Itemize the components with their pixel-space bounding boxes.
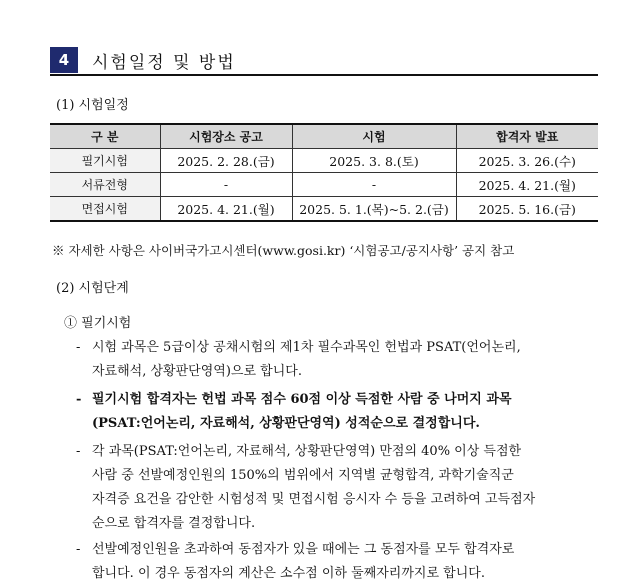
list-item-line: 사람 중 선발예정인원의 150%의 범위에서 지역별 균형합격, 과학기술직군 [92,468,514,483]
list-item-line: 합니다. 이 경우 동점자의 계산은 소수점 이하 둘째자리까지로 합니다. [92,566,485,581]
table-header-row [50,124,598,149]
dash-marker: - [76,392,82,407]
schedule-table [50,123,598,222]
table-cell: - [292,173,456,197]
list-item-line: 자격증 요건을 감안한 시험성적 및 면접시험 응시자 수 등을 고려하여 고득점자 [92,492,536,507]
dash-marker: - [76,444,81,459]
list-item-line: 선발예정인원을 초과하여 동점자가 있을 때에는 그 동점자를 모두 합격자로 [92,542,515,557]
col-header-result: 합격자 발표 [456,124,598,149]
header-divider [50,74,598,76]
table-cell: 2025. 3. 8.(토) [292,149,456,173]
table-cell: 2025. 5. 16.(금) [456,197,598,222]
written-exam-heading: ① 필기시험 [64,316,132,331]
list-item-line: 시험 과목은 5급이상 공채시험의 제1차 필수과목인 헌법과 PSAT(언어논리, [92,340,521,355]
table-cell: - [160,173,292,197]
schedule-heading: (1) 시험일정 [56,98,129,113]
list-item-line: 각 과목(PSAT:언어논리, 자료해석, 상황판단영역) 만점의 40% 이상 득점한 [92,444,522,459]
table-cell: 2025. 5. 1.(목)~5. 2.(금) [292,197,456,222]
list-item [76,440,535,536]
list-item-line: 필기시험 합격자는 헌법 과목 점수 60점 이상 득점한 사람 중 나머지 과목 [92,392,512,407]
list-item [76,336,521,384]
table-cell: 2025. 3. 26.(수) [456,149,598,173]
table-cell: 2025. 2. 28.(금) [160,149,292,173]
section-header [50,44,598,76]
row-label: 면접시험 [50,197,160,222]
table-row [50,197,598,222]
row-label: 서류전형 [50,173,160,197]
list-item-line: 자료해석, 상황판단영역)으로 합니다. [92,364,302,379]
col-header-venue-notice: 시험장소 공고 [160,124,292,149]
table-cell: 2025. 4. 21.(월) [456,173,598,197]
col-header-category: 구 분 [50,124,160,149]
table-cell: 2025. 4. 21.(월) [160,197,292,222]
section-title: 시험일정 및 방법 [92,53,236,73]
list-item [76,538,514,586]
schedule-note: ※ 자세한 사항은 사이버국가고시센터(www.gosi.kr) ‘시험공고/공지사항’ 공지 참고 [52,243,515,258]
section-number: 4 [50,47,78,73]
dash-marker: - [76,340,81,355]
row-label: 필기시험 [50,149,160,173]
col-header-exam: 시험 [292,124,456,149]
stages-heading: (2) 시험단계 [56,281,129,296]
table-row [50,173,598,197]
list-item [76,388,512,436]
list-item-line: 순으로 합격자를 결정합니다. [92,516,256,531]
list-item-line: (PSAT:언어논리, 자료해석, 상황판단영역) 성적순으로 결정합니다. [92,416,480,431]
table-row [50,149,598,173]
dash-marker: - [76,542,81,557]
